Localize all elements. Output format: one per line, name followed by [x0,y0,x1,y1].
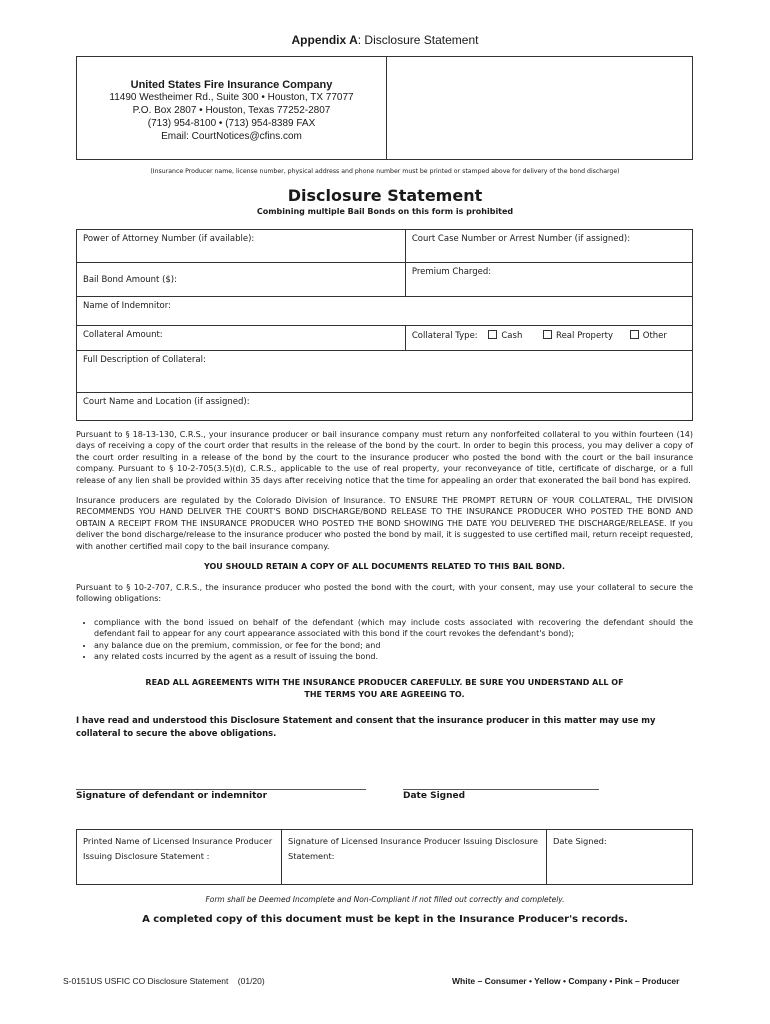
court-name-field[interactable]: Court Name and Location (if assigned): [77,393,693,421]
bond-details-form [76,229,693,421]
collateral-amount-field[interactable]: Collateral Amount: [77,326,406,351]
insurer-company-name: United States Fire Insurance Company [130,79,333,91]
insurer-info [77,57,387,159]
collateral-description-field[interactable]: Full Description of Collateral: [77,351,693,393]
other-checkbox[interactable] [630,330,639,339]
obligation-item: • any related costs incurred by the agent as a result of issuing the bond. [94,651,693,662]
read-agreements-notice: READ ALL AGREEMENTS WITH THE INSURANCE PRODUCER CAREFULLY. BE SURE YOU UNDERSTAND ALL OF THE TERMS YOU ARE AGREEING TO. [145,678,624,699]
date-signed-line[interactable] [403,789,599,790]
court-case-field[interactable]: Court Case Number or Arrest Number (if assigned): [405,230,692,263]
power-of-attorney-field[interactable]: Power of Attorney Number (if available): [77,230,406,263]
real-property-checkbox[interactable] [543,330,552,339]
defendant-signature-line[interactable] [76,789,366,790]
paragraph-return-collateral: Pursuant to § 18-13-130, C.R.S., your insurance producer or bail insurance company must return any nonforfeited collateral to you within fourteen (14) days of receiving a copy of the court order that results in the release of the bond by the court. In order to begin this process, you may deliver a copy of the court order resulting in a release of the bond by the court to the insurance producer who posted the bond with the court or the bail insurance company. Pursuant to § 10-2-705(3.5)(d), C.R.S., applicable to the use of real property, your reconveyance of title, certificate of discharge, or a full release of any lien shall be provided within 35 days after receiving notice that the time for appealing an order that exonerated the bail bond has expired. [76,430,693,485]
copy-distribution: White – Consumer • Yellow • Company • Pink – Producer [452,976,680,986]
obligations-list [76,617,693,663]
form-identifier: S-0151US USFIC CO Disclosure Statement (01/20) [63,976,265,986]
cash-checkbox[interactable] [488,330,497,339]
premium-field[interactable]: Premium Charged: [405,263,692,297]
insurer-address1: 11490 Westheimer Rd., Suite 300 • Houston, TX 77077 [109,92,354,103]
retain-copy-notice: YOU SHOULD RETAIN A COPY OF ALL DOCUMENTS RELATED TO THIS BAIL BOND. [203,562,565,571]
paragraph-obligations: Pursuant to § 10-2-707, C.R.S., the insurance producer who posted the bond with the court, with your consent, may use your collateral to secure the following obligations: [76,583,693,604]
obligation-item: • compliance with the bond issued on behalf of the defendant (which may include costs associated with recovering the defendant should the defendant fail to appear for any court appearance associated with this bond if the court revokes the defendant's bond); [94,617,693,640]
producer-signature-table [76,829,693,885]
appendix-heading: Appendix A: Disclosure Statement [291,33,479,47]
collateral-type-field: Collateral Type: Cash Real Property Other [405,326,692,351]
producer-stamp-note: (Insurance Producer name, license number, physical address and phone number must be printed or stamped above for delivery of the bond discharge) [150,168,620,175]
producer-date-field[interactable]: Date Signed: [547,830,693,885]
producer-signature-field[interactable]: Signature of Licensed Insurance Producer Issuing Disclosure Statement: [282,830,547,885]
incomplete-form-note: Form shall be Deemed Incomplete and Non-Compliant if not filled out correctly and completely. [205,895,565,904]
obligation-item: • any balance due on the premium, commission, or fee for the bond; and [94,640,693,651]
insurer-email: Email: CourtNotices@cfins.com [161,131,302,142]
insurer-phone: (713) 954-8100 • (713) 954-8389 FAX [147,118,316,129]
insurer-address2: P.O. Box 2807 • Houston, Texas 77252-2807 [132,105,331,116]
producer-printed-name-field[interactable]: Printed Name of Licensed Insurance Producer Issuing Disclosure Statement : [77,830,282,885]
page-subtitle: Combining multiple Bail Bonds on this form is prohibited [256,207,514,216]
page-title: Disclosure Statement [287,186,483,205]
consent-statement: I have read and understood this Disclosure Statement and consent that the insurance producer in this matter may use my collateral to secure the above obligations. [76,715,656,738]
paragraph-regulation: Insurance producers are regulated by the Colorado Division of Insurance. TO ENSURE THE PROMPT RETURN OF YOUR COLLATERAL, THE DIVISION RECOMMENDS YOU HAND DELIVER THE COURT'S BOND DISCHARGE/BOND RELEASE TO THE INSURANCE PRODUCER WHO POSTED THE BOND AND OBTAIN A RECEIPT FROM THE INSURANCE PRODUCER WHO POSTED THE BOND SHOWING THE DATE YOU DELIVERED THE DISCHARGE/RELEASE. If you deliver the bond discharge/release to the insurance producer who posted the bond by mail, it is suggested to use certified mail, return receipt requested, with another certified mail copy to the bail insurance company. [76,496,693,551]
insurer-stamp-box [76,56,693,160]
bail-amount-field[interactable]: Bail Bond Amount ($): [77,263,406,297]
indemnitor-field[interactable]: Name of Indemnitor: [77,297,693,326]
records-note: A completed copy of this document must be kept in the Insurance Producer's records. [142,914,628,925]
date-signed-label: Date Signed [403,791,466,801]
defendant-signature-label: Signature of defendant or indemnitor [76,791,268,801]
